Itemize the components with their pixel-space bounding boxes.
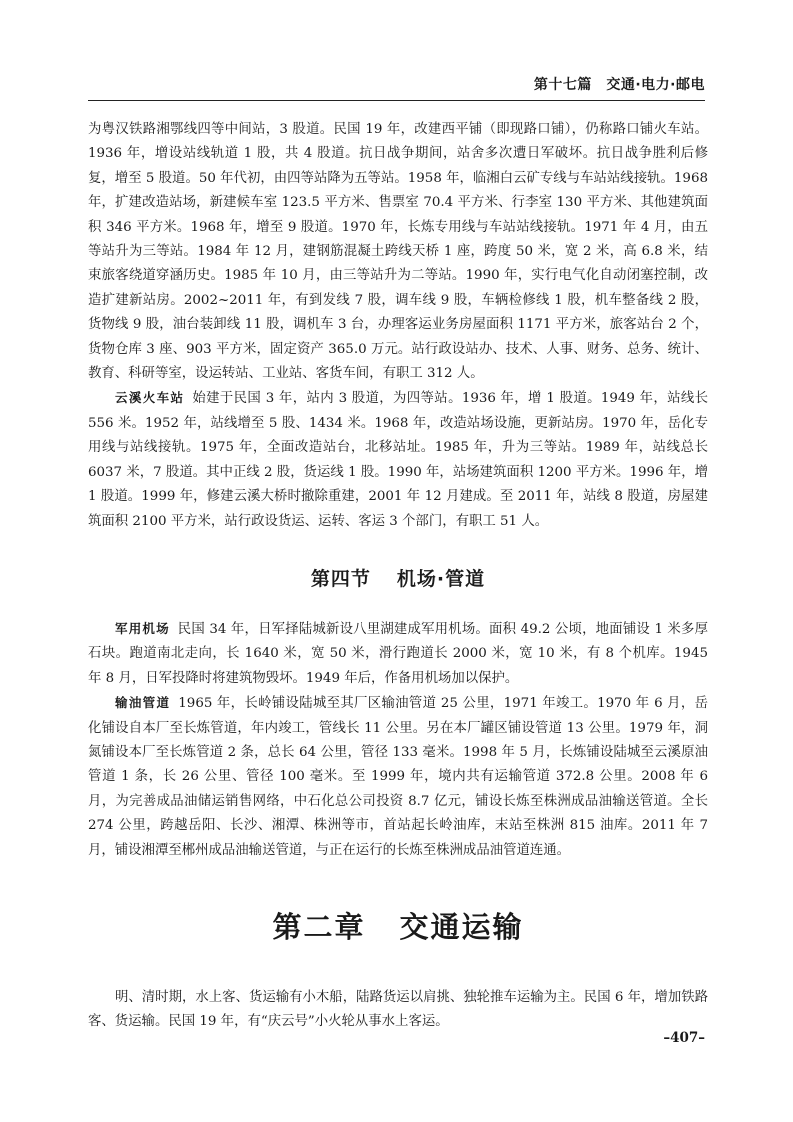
page-number: –407– — [663, 1030, 705, 1046]
section-title-text: 机场·管道 — [396, 567, 486, 590]
page-content — [88, 118, 708, 1035]
military-airport-text: 民国 34 年，日军择陆城新设八里湖建成军用机场。面积 49.2 公顷，地面铺设 1 米多厚石块。跑道南北走向，长 1640 米，宽 50 米，滑行跑道长 2000 米，宽 10 米，有 8 个机库。1945 年 8 月，日军投降时将建筑物毁坏。1949 年后，作备用机场加以保护。 — [88, 621, 708, 686]
paragraph-chapter-intro: 明、清时期，水上客、货运输有小木船，陆路货运以肩挑、独轮推车运输为主。民国 6 年，增加铁路客、货运输。民国 19 年，有“庆云号”小火轮从事水上客运。 — [88, 989, 708, 1030]
header-rule — [88, 100, 705, 101]
term-oil-pipeline: 输油管道 — [115, 695, 171, 711]
chapter-heading — [88, 905, 708, 946]
paragraph-military-airport — [88, 617, 708, 691]
section-number: 第四节 — [310, 567, 371, 590]
yunxi-station-text: 始建于民国 3 年，站内 3 股道，为四等站。1936 年，增 1 股道。1949 年，站线长 556 米。1952 年，站线增至 5 股、1434 米。1968 年，改造站场设施，更新站房。1970 年，岳化专用线与站线接轨。1975 年，全面改造站台，北移站址。1985 年，升为三等站。1989 年，站线总长 6037 米，7 股道。其中正线 2 股，货运线 1 股。1990 年，站场建筑面积 1200 平方米。1996 年，增 1 股道。1999 年，修建云溪大桥时撤除重建，2001 年 12 月建成。至 2011 年，站线 8 股道，房屋建筑面积 2100 平方米，站行政设货运、运转、客运 3 个部门，有职工 51 人。 — [88, 391, 708, 529]
paragraph-lukoupu-station: 为粤汉铁路湘鄂线四等中间站，3 股道。民国 19 年，改建西平铺（即现路口铺），仍称路口铺火车站。1936 年，增设站线轨道 1 股，共 4 股道。抗日战争期间，站舍多次遭日军破坏。抗日战争胜利后修复，增至 5 股道。50 年代初，由四等站降为五等站。1958 年，临湘白云矿专线与车站站线接轨。1968 年，扩建改造站场，新建候车室 123.5 平方米、售票室 70.4 平方米、行李室 130 平方米、其他建筑面积 346 平方米。1968 年，增至 9 股道。1970 年，长炼专用线与车站站线接轨。1971 年 4 月，由五等站升为三等站。1984 年 12 月，建钢筋混凝土跨线天桥 1 座，跨度 50 米，宽 2 米，高 6.8 米，结束旅客绕道穿涵历史。1985 年 10 月，由三等站升为二等站。1990 年，实行电气化自动闭塞控制，改造扩建新站房。2002~2011 年，有到发线 7 股，调车线 9 股，车辆检修线 1 股，机车整备线 2 股，货物线 9 股，油台装卸线 11 股，调机车 3 台，办理客运业务房屋面积 1171 平方米，旅客站台 2 个，货物仓库 3 座、903 平方米，固定资产 365.0 万元。站行政设站办、技术、人事、财务、总务、统计、教育、科研等室，设运转站、工业站、客货车间，有职工 312 人。 — [88, 122, 708, 382]
term-yunxi-station: 云溪火车站 — [115, 390, 185, 406]
oil-pipeline-text: 1965 年，长岭铺设陆城至其厂区输油管道 25 公里，1971 年竣工。1970 年 6 月，岳化铺设自本厂至长炼管道，年内竣工，管线长 11 公里。另在本厂罐区铺设管道 13 公里。1979 年，洞氮铺设本厂至长炼管道 2 条，总长 64 公里，管径 133 毫米。1998 年 5 月，长炼铺设陆城至云溪原油管道 1 条，长 26 公里、管径 100 毫米。至 1999 年，境内共有运输管道 372.8 公里。2008 年 6 月，为完善成品油储运销售网络，中石化总公司投资 8.7 亿元，铺设长炼至株洲成品油输送管道。全长 274 公里，跨越岳阳、长沙、湘潭、株洲等市，首站起长岭油库，末站至株洲 815 油库。2011 年 7 月，铺设湘潭至郴州成品油输送管道，与正在运行的长炼至株洲成品油管道连通。 — [88, 696, 708, 858]
section-heading — [88, 564, 708, 591]
chapter-number: 第二章 — [272, 909, 366, 944]
running-header: 第十七篇 交通·电力·邮电 — [533, 77, 705, 93]
paragraph-oil-pipeline — [88, 691, 708, 863]
chapter-title-text: 交通运输 — [399, 909, 524, 944]
paragraph-yunxi-station — [88, 386, 708, 533]
term-military-airport: 军用机场 — [115, 620, 170, 636]
